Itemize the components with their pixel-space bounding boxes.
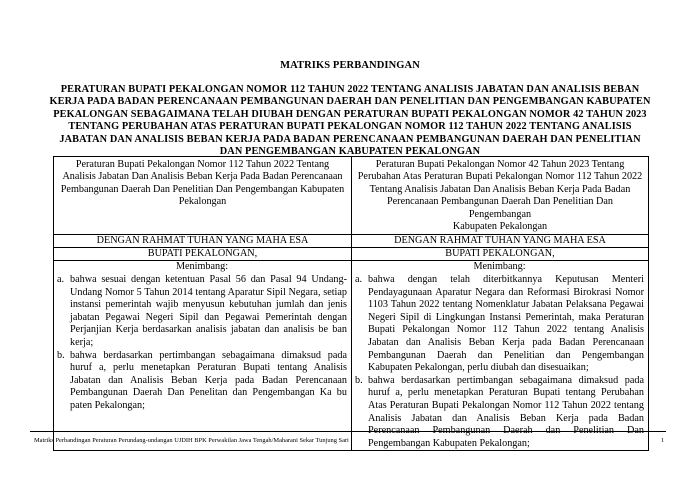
list-item bbox=[57, 274, 347, 350]
right-preamble: DENGAN RAHMAT TUHAN YANG MAHA ESA bbox=[352, 235, 649, 248]
list-item-text: bahwa sesuai dengan ketentuan Pasal 56 dan Pasal 94 Undang-Undang Nomor 5 Tahun 2014 tentang Aparatur Sipil Negara, setiap instansi pemerintah wajib menyusun kebutuhan jumlah dan jenis jabatan Pegawai Negeri Sipil dan Pegawai Pemerintah dengan Perjanjian Kerja berdasarkan analisis jabatan dan analisis be ban kerja; bbox=[70, 274, 347, 348]
list-item bbox=[355, 375, 644, 451]
header-line: Analisis Jabatan Dan Analisis Beban Kerja Pada Badan Perencanaan bbox=[62, 171, 343, 183]
regulation-title-line: DAN PENGEMBANGAN KABUPATEN PEKALONGAN bbox=[219, 146, 481, 158]
page-number: 1 bbox=[661, 437, 665, 444]
header-line: Pekalongan bbox=[178, 196, 227, 208]
comparison-table bbox=[53, 156, 649, 451]
list-item bbox=[355, 274, 644, 375]
list-marker: a. bbox=[355, 274, 363, 286]
left-preamble: DENGAN RAHMAT TUHAN YANG MAHA ESA bbox=[54, 235, 352, 248]
header-line: Peraturan Bupati Pekalongan Nomor 42 Tahun 2023 Tentang bbox=[375, 159, 625, 170]
left-considerations bbox=[54, 261, 352, 451]
document-title: MATRIKS PERBANDINGAN bbox=[280, 60, 420, 71]
header-line: Pembangunan Daerah Dan Penelitian Dan Pengembangan Kabupaten bbox=[60, 183, 345, 195]
regulation-title bbox=[30, 84, 670, 158]
regulation-title-line: PERATURAN BUPATI PEKALONGAN NOMOR 112 TAHUN 2022 TENTANG ANALISIS JABATAN DAN ANALISIS BEBAN bbox=[60, 84, 640, 95]
left-column-header bbox=[54, 157, 352, 235]
list-item bbox=[57, 350, 347, 413]
menimbang-label: Menimbang: bbox=[473, 261, 526, 273]
preamble-row bbox=[54, 235, 649, 248]
table-header-row bbox=[54, 157, 649, 235]
list-item-text: bahwa dengan telah diterbitkannya Keputusan Menteri Pendayagunaan Aparatur Negara dan Reformasi Birokrasi Nomor 1103 Tahun 2022 tentang Nomenklatur Jabatan Pelaksana Pegawai Negeri Sipil di Lingkungan Instansi Pemerintah, maka Peraturan Bupati Pekalongan Nomor 112 Tahun 2022 tentang Analisis Jabatan dan Analisis Beban Kerja pada Badan Perencanaan Pembangunan Daerah dan Penelitian dan Pengembangan Kabupaten Pekalongan, perlu diubah dan disesuaikan; bbox=[368, 274, 644, 374]
left-official: BUPATI PEKALONGAN, bbox=[54, 248, 352, 261]
header-line: Perencanaan Pembangunan Daerah Dan Penelitian Dan Pengembangan bbox=[386, 196, 613, 220]
right-column-header bbox=[352, 157, 649, 235]
list-item-text: bahwa berdasarkan pertimbangan sebagaimana dimaksud pada huruf a, perlu menetapkan Peraturan Bupati tentang Analisis Jabatan dan Analisis Beban Kerja pada Badan Perencanaan Pembangunan Daerah Dan Penelitan dan Pengembangan Ka bu paten Pekalongan; bbox=[70, 349, 347, 411]
footer-divider bbox=[30, 431, 666, 432]
regulation-title-line: TENTANG PERUBAHAN ATAS PERATURAN BUPATI PEKALONGAN NOMOR 112 TAHUN 2022 TENTANG ANALISIS bbox=[68, 121, 632, 133]
footer-text: Matriks Perbandingan Peraturan Perundang-undangan UJDIH BPK Perwakilan Jawa Tengah/Maharani Sekar Tunjung Sari bbox=[34, 437, 349, 444]
menimbang-label: Menimbang: bbox=[175, 261, 229, 273]
considerations-row bbox=[54, 261, 649, 451]
list-item-text: bahwa berdasarkan pertimbangan sebagaimana dimaksud pada huruf a, perlu menetapkan Peraturan Bupati tentang Perubahan Atas Peraturan Bupati Pekalongan Nomor 112 Tahun 2022 tentang Analisis Jabatan dan Analisis Beban Kerja pada Badan Perencanaan Pembangunan Daerah dan Penelitian Dan Pengembangan Kabupaten Pekalongan; bbox=[368, 374, 644, 449]
header-line: Peraturan Bupati Pekalongan Nomor 112 Tahun 2022 Tentang bbox=[75, 159, 330, 170]
list-marker: b. bbox=[355, 374, 363, 386]
regulation-title-line: JABATAN DAN ANALISIS BEBAN KERJA PADA BADAN PERENCANAAN PEMBANGUNAN DAERAH DAN PENELITIAN bbox=[59, 133, 641, 145]
list-marker: b. bbox=[57, 349, 65, 361]
right-considerations bbox=[352, 261, 649, 451]
header-line: Perubahan Atas Peraturan Bupati Pekalongan Nomor 112 Tahun 2022 bbox=[357, 171, 643, 183]
header-line: Kabupaten Pekalongan bbox=[452, 221, 548, 233]
regulation-title-line: PEKALONGAN SEBAGAIMANA TELAH DIUBAH DENGAN PERATURAN BUPATI PEKALONGAN NOMOR 42 TAHUN 2023 bbox=[53, 108, 647, 120]
header-line: Tentang Analisis Jabatan Dan Analisis Beban Kerja Pada Badan bbox=[369, 183, 631, 195]
list-marker: a. bbox=[57, 274, 65, 286]
right-official: BUPATI PEKALONGAN, bbox=[352, 248, 649, 261]
regulation-title-line: KERJA PADA BADAN PERENCANAAN PEMBANGUNAN DAERAH DAN PENELITIAN DAN PENGEMBANGAN KABUPATEN bbox=[49, 96, 651, 108]
official-row bbox=[54, 248, 649, 261]
